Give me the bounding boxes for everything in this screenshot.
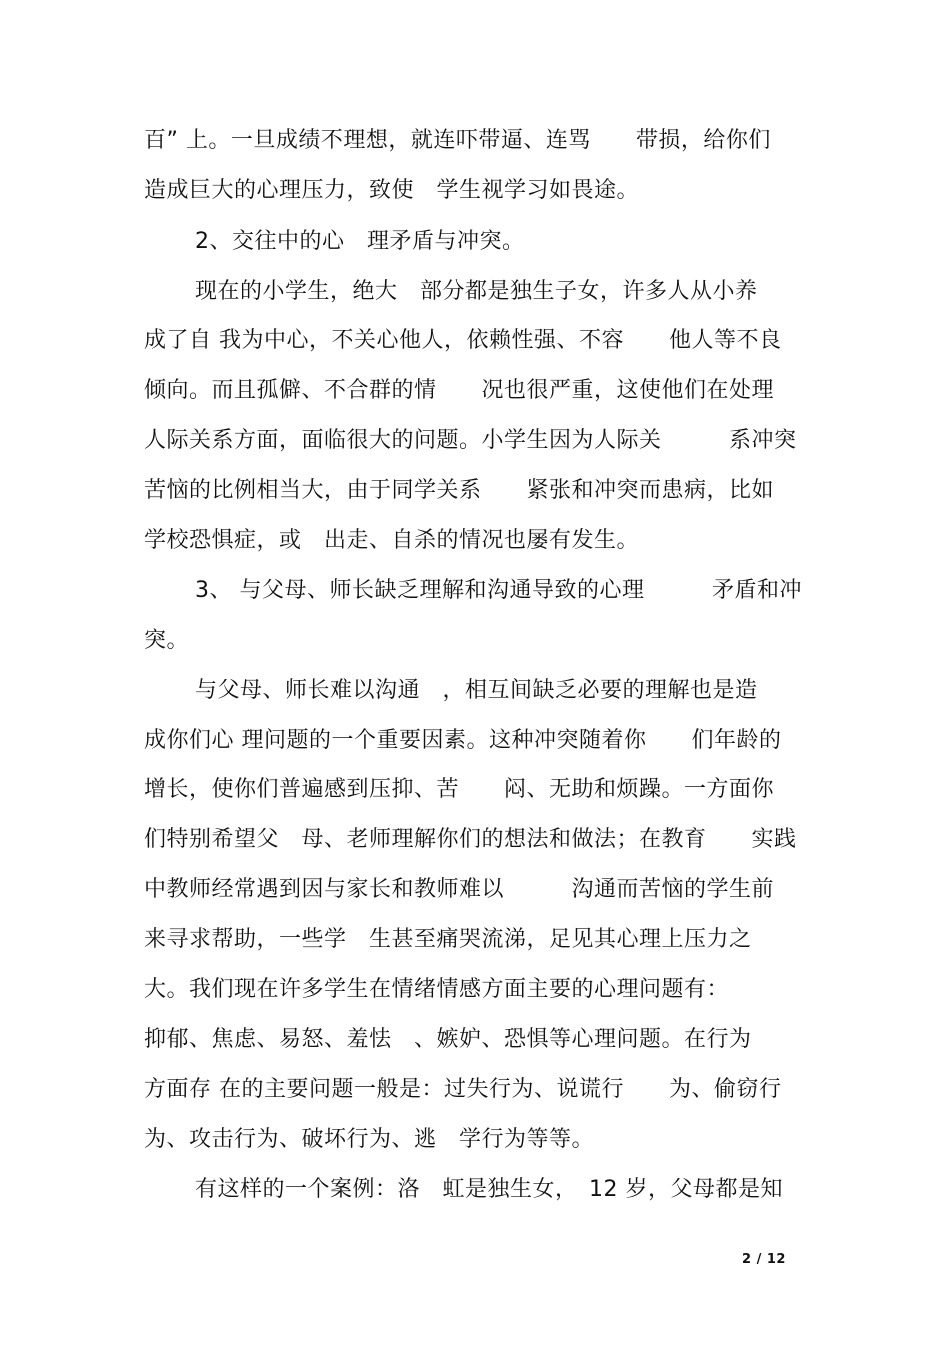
text-line: 现在的小学生，绝大 部分都是独生子女，许多人从小养 bbox=[195, 279, 758, 304]
section-heading: 3、 与父母、师长缺乏理解和沟通导致的心理 矛盾和冲 bbox=[195, 578, 802, 603]
text-line: 来寻求帮助，一些学 生甚至痛哭流涕，足见其心理上压力之 bbox=[144, 927, 752, 952]
text-line: 成你们心 理问题的一个重要因素。这种冲突随着你 们年龄的 bbox=[144, 728, 782, 753]
text-line: 学校恐惧症，或 出走、自杀的情况也屡有发生。 bbox=[144, 528, 640, 553]
section-heading: 2、交往中的心 理矛盾与冲突。 bbox=[195, 229, 525, 254]
section-heading: 突。 bbox=[144, 628, 190, 653]
page-number: 2 / 12 bbox=[742, 1252, 786, 1267]
text-line: 有这样的一个案例：洛 虹是独生女， 12 岁，父母都是知 bbox=[195, 1177, 783, 1202]
text-line: 人际关系方面，面临很大的问题。小学生因为人际关 系冲突 bbox=[144, 428, 797, 453]
text-line: 增长，使你们普遍感到压抑、苦 闷、无助和烦躁。一方面你 bbox=[144, 777, 775, 802]
text-line: 成了自 我为中心，不关心他人，依赖性强、不容 他人等不良 bbox=[144, 328, 782, 353]
text-line: 抑郁、焦虑、易怒、羞怯 、嫉妒、恐惧等心理问题。在行为 bbox=[144, 1027, 752, 1052]
text-line: 方面存 在的主要问题一般是：过失行为、说谎行 为、偷窃行 bbox=[144, 1077, 782, 1102]
text-line: 百” 上。一旦成绩不理想，就连吓带逼、连骂 带损，给你们 bbox=[144, 128, 771, 153]
text-line: 倾向。而且孤僻、不合群的情 况也很严重，这使他们在处理 bbox=[144, 378, 775, 403]
text-line: 中教师经常遇到因与家长和教师难以 沟通而苦恼的学生前 bbox=[144, 877, 775, 902]
text-line: 苦恼的比例相当大，由于同学关系 紧张和冲突而患病，比如 bbox=[144, 478, 775, 503]
text-line: 为、攻击行为、破坏行为、逃 学行为等等。 bbox=[144, 1127, 595, 1152]
text-line: 造成巨大的心理压力，致使 学生视学习如畏途。 bbox=[144, 178, 640, 203]
text-line: 与父母、师长难以沟通 ，相互间缺乏必要的理解也是造 bbox=[195, 678, 758, 703]
text-line: 们特别希望父 母、老师理解你们的想法和做法；在教育 实践 bbox=[144, 827, 797, 852]
text-line: 大。我们现在许多学生在情绪情感方面主要的心理问题有： bbox=[144, 977, 730, 1002]
